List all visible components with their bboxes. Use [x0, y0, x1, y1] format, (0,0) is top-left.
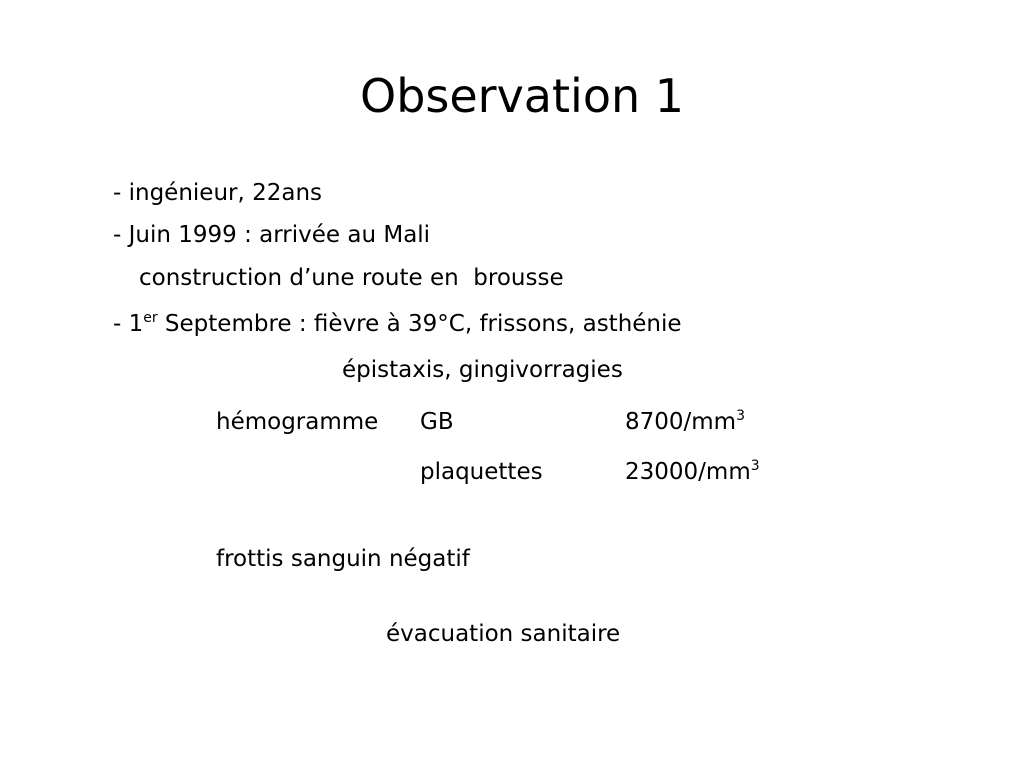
- hemogram-value-text: 23000/mm: [625, 459, 751, 485]
- history-line-work: construction d’une route en brousse: [139, 265, 564, 291]
- blood-smear-result: frottis sanguin négatif: [216, 546, 470, 572]
- hemogram-row-name: GB: [420, 409, 454, 435]
- ordinal-superscript: er: [143, 310, 158, 326]
- hemogram-value-exponent: 3: [750, 458, 760, 474]
- hemogram-row-name: plaquettes: [420, 459, 543, 485]
- hemogram-value-text: 8700/mm: [625, 409, 737, 435]
- history-line-bleeding: épistaxis, gingivorragies: [342, 357, 623, 383]
- history-line-arrival: - Juin 1999 : arrivée au Mali: [113, 222, 431, 248]
- history-line-occupation: - ingénieur, 22ans: [113, 180, 323, 206]
- symptoms-text: Septembre : fièvre à 39°C, frissons, asthénie: [157, 311, 682, 337]
- history-line-symptoms: [113, 309, 682, 339]
- hemogram-row-value: [625, 457, 760, 487]
- slide-title: Observation 1: [360, 69, 684, 123]
- hemogram-row-value: [625, 407, 745, 437]
- hemogram-value-exponent: 3: [736, 408, 746, 424]
- hemogram-label: hémogramme: [216, 409, 379, 435]
- conclusion-text: évacuation sanitaire: [386, 621, 621, 647]
- symptoms-prefix: - 1: [113, 311, 144, 337]
